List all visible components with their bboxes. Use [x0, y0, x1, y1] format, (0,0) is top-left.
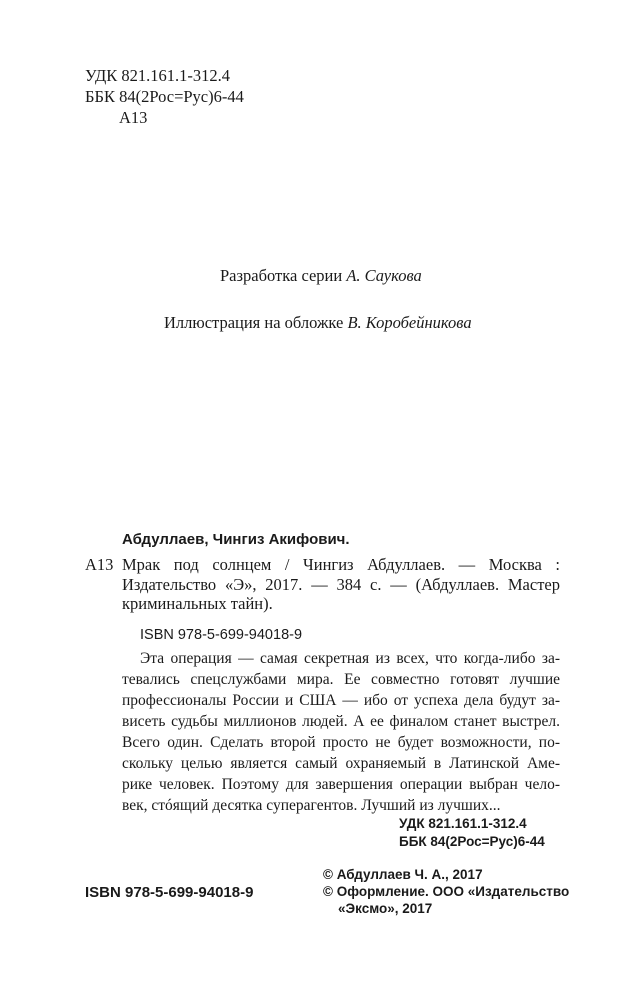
annotation-line: рике человек. Поэтому для завершения операции выбран чело- — [122, 776, 560, 793]
isbn-bottom: ISBN 978-5-699-94018-9 — [85, 884, 254, 901]
illustration-credit — [164, 313, 472, 332]
annotation-line: висеть судьбы миллионов людей. А ее финалом станет выстрел. — [122, 713, 560, 730]
catalog-description — [122, 555, 560, 614]
catalog-code: А13 — [85, 555, 114, 574]
annotation-line: Эта операция — самая секретная из всех, что когда-либо за- — [140, 650, 560, 667]
author-index-top: А13 — [119, 108, 148, 127]
annotation-line: Всего один. Сделать второй просто не будет возможности, по- — [122, 734, 560, 751]
series-credit-name: А. Саукова — [346, 266, 422, 285]
annotation-line: профессионалы России и США — ибо от успеха дела будут за- — [122, 692, 560, 709]
udk-code-top: УДК 821.161.1-312.4 — [85, 66, 231, 85]
udk-code-bottom: УДК 821.161.1-312.4 — [399, 816, 527, 831]
bbk-code-top: ББК 84(2Рос=Рус)6-44 — [85, 87, 244, 106]
annotation-line: тевались спецслужбами мира. Ее совместно готовят лучшие — [122, 671, 560, 688]
illustration-credit-label: Иллюстрация на обложке — [164, 313, 344, 332]
catalog-author-heading: Абдуллаев, Чингиз Акифович. — [122, 531, 350, 548]
series-credit-label: Разработка серии — [220, 266, 343, 285]
annotation-line: скольку целью является самый охраняемый в Латинской Аме- — [122, 755, 560, 772]
catalog-description-line: криминальных тайн). — [122, 594, 273, 613]
copyright-author: © Абдуллаев Ч. А., 2017 — [323, 867, 483, 882]
book-annotation — [122, 648, 560, 816]
catalog-description-line: Мрак под солнцем / Чингиз Абдуллаев. — Москва : — [122, 555, 560, 574]
copyright-design: © Оформление. ООО «Издательство — [323, 884, 570, 899]
catalog-description-line: Издательство «Э», 2017. — 384 с. — (Абдуллаев. Мастер — [122, 574, 560, 594]
annotation-line: век, стóящий десятка суперагентов. Лучший из лучших... — [122, 797, 501, 814]
catalog-isbn: ISBN 978-5-699-94018-9 — [140, 627, 303, 643]
series-credit — [220, 266, 422, 285]
illustration-credit-name: В. Коробейникова — [347, 313, 472, 332]
bbk-code-bottom: ББК 84(2Рос=Рус)6-44 — [399, 834, 545, 849]
copyright-publisher: «Эксмо», 2017 — [338, 901, 433, 916]
